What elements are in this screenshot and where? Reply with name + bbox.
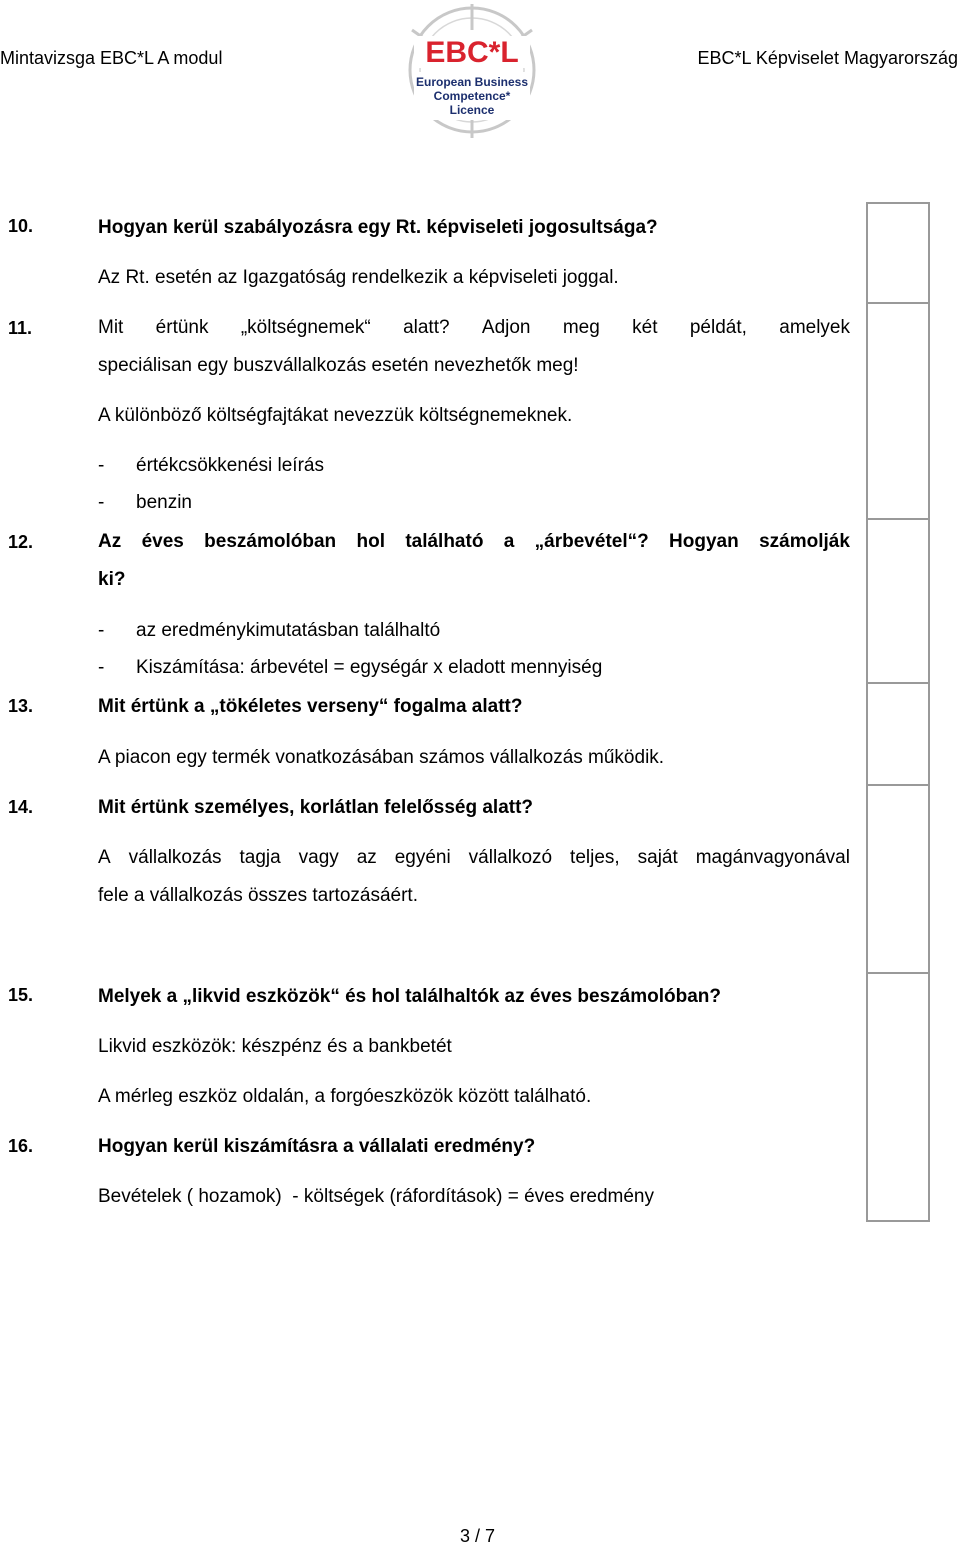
question-word: számolják	[759, 531, 850, 552]
grading-box	[866, 518, 930, 682]
answer-word: az	[356, 847, 377, 868]
question-word: Az	[98, 531, 122, 552]
grading-box	[866, 972, 930, 1222]
question-word: meg	[562, 317, 600, 338]
question-text-line1	[98, 317, 850, 339]
answer-text: Likvid eszközök: készpénz és a bankbetét	[98, 1036, 452, 1057]
question-number: 15.	[8, 985, 34, 1005]
question-word: Hogyan	[669, 531, 739, 552]
question-word: „árbevétel“?	[534, 531, 649, 552]
answer-word: vállalkozó	[468, 847, 553, 868]
page-number: 3 / 7	[460, 1526, 496, 1546]
bullet-item	[98, 455, 324, 477]
question-word: Adjon	[481, 317, 531, 338]
bullet-dash: -	[98, 620, 105, 641]
question-word: amelyek	[779, 317, 850, 338]
answer-text: A mérleg eszköz oldalán, a forgóeszközök között található.	[98, 1086, 592, 1107]
bullet-item	[98, 620, 440, 642]
answer-text: Bevételek ( hozamok) - költségek (ráfordítások) = éves eredmény	[98, 1186, 654, 1207]
bullet-dash: -	[98, 492, 105, 513]
question-text-line1	[98, 531, 850, 553]
logo-main-text: EBC*L	[425, 36, 519, 69]
question-word: értünk	[155, 317, 209, 338]
question-word: beszámolóban	[204, 531, 337, 552]
logo-line1: European Business	[415, 75, 529, 89]
question-word: található	[405, 531, 484, 552]
answer-word: vagy	[298, 847, 339, 868]
question-number: 13.	[8, 696, 34, 716]
grading-box	[866, 784, 930, 972]
header-right-text: EBC*L Képviselet Magyarország	[697, 48, 958, 68]
answer-text-line1	[98, 847, 850, 869]
question-number: 14.	[8, 797, 34, 817]
answer-word: magánvagyonával	[695, 847, 850, 868]
question-word: két	[632, 317, 658, 338]
bullet-text: Kiszámítása: árbevétel = egységár x eladott mennyiség	[136, 657, 603, 678]
question-word: a	[503, 531, 515, 552]
grading-boxes	[866, 202, 930, 1222]
answer-text: A különböző költségfajtákat nevezzük költségnemeknek.	[98, 405, 573, 426]
question-number: 10.	[8, 216, 34, 236]
grading-box	[866, 202, 930, 302]
question-text: Mit értünk személyes, korlátlan felelősség alatt?	[98, 797, 534, 818]
question-word: alatt?	[403, 317, 450, 338]
question-number: 16.	[8, 1136, 34, 1156]
answer-word: egyéni	[394, 847, 451, 868]
logo-line2: Competence*	[433, 89, 511, 103]
logo-line3: Licence	[449, 103, 495, 117]
question-number: 11.	[8, 318, 33, 338]
question-text-line2: ki?	[98, 569, 126, 590]
grading-box	[866, 682, 930, 784]
question-text: Melyek a „likvid eszközök“ és hol találhaltók az éves beszámolóban?	[98, 986, 722, 1007]
question-number: 12.	[8, 532, 34, 552]
question-word: Mit	[98, 317, 124, 338]
question-word: „költségnemek“	[240, 317, 371, 338]
answer-word: tagja	[239, 847, 281, 868]
question-text: Mit értünk a „tökéletes verseny“ fogalma alatt?	[98, 696, 523, 717]
bullet-item	[98, 657, 602, 679]
answer-text: Az Rt. esetén az Igazgatóság rendelkezik a képviseleti joggal.	[98, 267, 619, 288]
answer-text: A piacon egy termék vonatkozásában számos vállalkozás működik.	[98, 747, 665, 768]
bullet-text: benzin	[136, 492, 192, 513]
question-text: Hogyan kerül szabályozásra egy Rt. képviseleti jogosultsága?	[98, 217, 658, 238]
question-word: példát,	[689, 317, 747, 338]
bullet-text: értékcsökkenési leírás	[136, 455, 324, 476]
question-word: éves	[141, 531, 184, 552]
ebcl-logo-graphic	[392, 0, 552, 142]
answer-word: vállalkozás	[128, 847, 222, 868]
question-text-line2: speciálisan egy buszvállalkozás esetén nevezhetők meg!	[98, 355, 579, 376]
question-text: Hogyan kerül kiszámításra a vállalati eredmény?	[98, 1136, 536, 1157]
answer-word: A	[98, 847, 111, 868]
bullet-item	[98, 492, 192, 514]
answer-word: saját	[637, 847, 678, 868]
answer-word: teljes,	[570, 847, 620, 868]
question-word: hol	[356, 531, 385, 552]
bullet-dash: -	[98, 455, 105, 476]
bullet-text: az eredménykimutatásban találhaltó	[136, 620, 441, 641]
grading-box	[866, 302, 930, 518]
ebcl-logo	[392, 0, 552, 142]
bullet-dash: -	[98, 657, 105, 678]
answer-text-line2: fele a vállalkozás összes tartozásáért.	[98, 885, 418, 906]
header-left-text: Mintavizsga EBC*L A modul	[0, 48, 223, 68]
